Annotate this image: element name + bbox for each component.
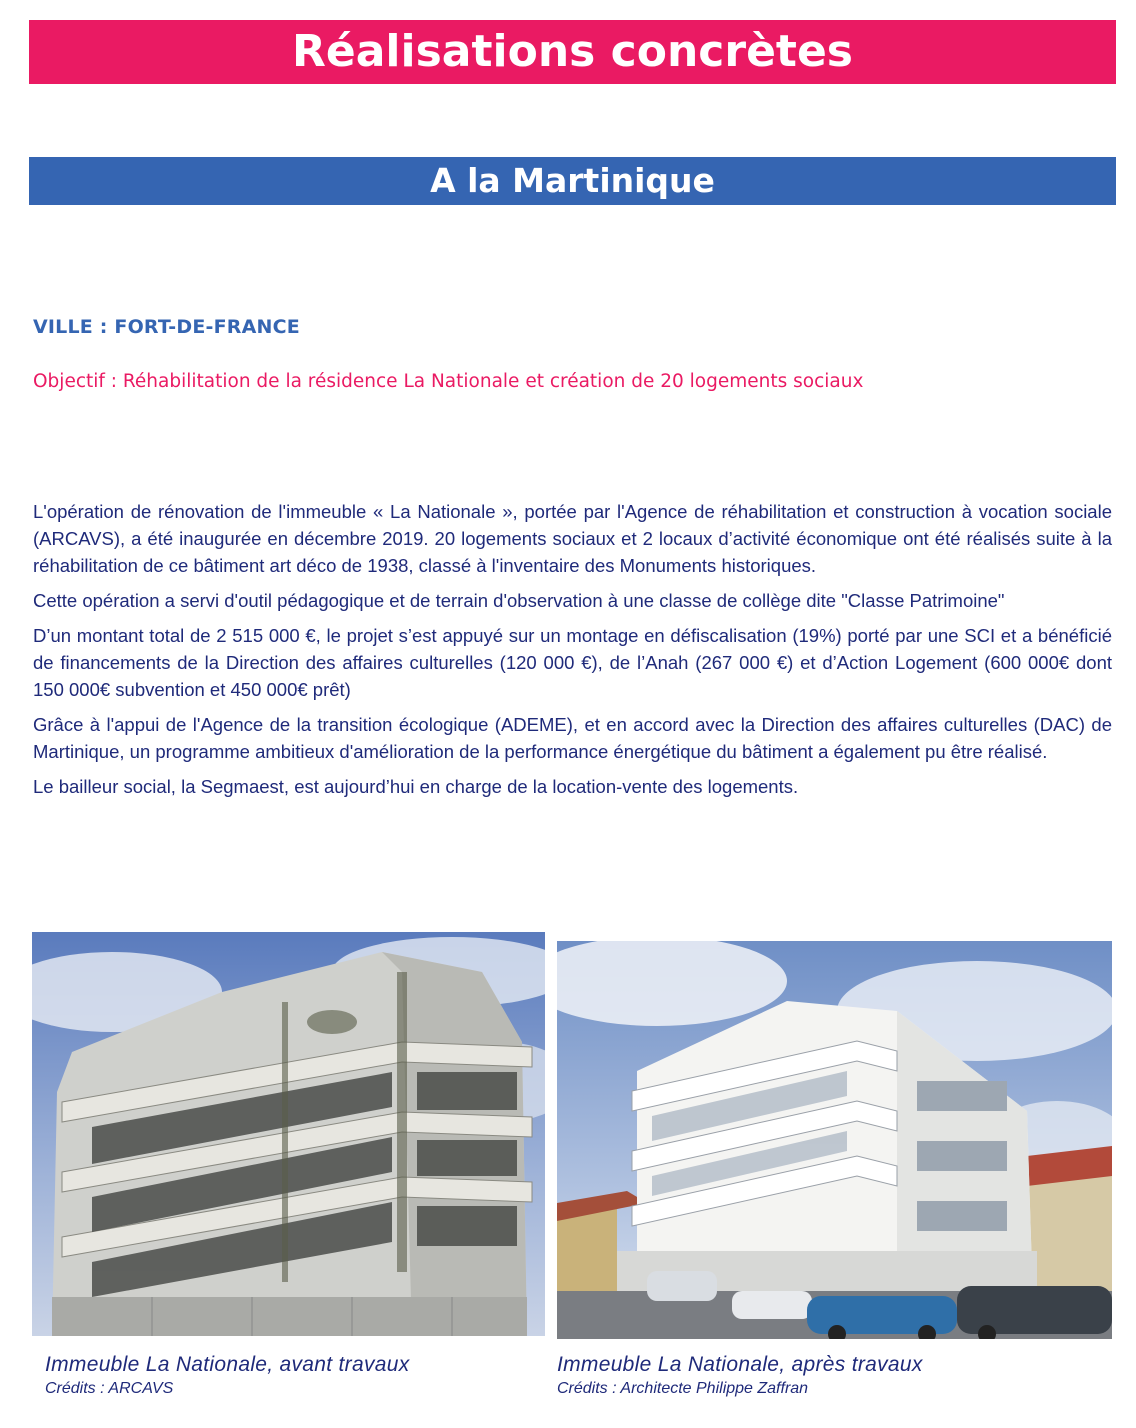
paragraph: Cette opération a servi d'outil pédagogique et de terrain d'observation à une classe de collège dite "Classe Patrimoine": [33, 590, 1005, 611]
section-title: A la Martinique: [29, 157, 1116, 205]
paragraph: L'opération de rénovation de l'immeuble « La Nationale », portée par l'Agence de réhabilitation et construction à vocation sociale (ARCAVS), a été inaugurée en décembre 2019. 20 logements sociaux et 2 locaux d’activité économique ont été réalisés suite à la réhabilitation de ce bâtiment art déco de 1938, classé à l'inventaire des Monuments historiques.: [33, 501, 1112, 576]
building-before-illustration: [32, 932, 545, 1336]
caption-after: [557, 1353, 923, 1398]
city-label: VILLE : FORT-DE-FRANCE: [33, 316, 300, 338]
building-after-illustration: [557, 941, 1112, 1339]
paragraph: Grâce à l'appui de l'Agence de la transition écologique (ADEME), et en accord avec la Direction des affaires culturelles (DAC) de Martinique, un programme ambitieux d'amélioration de la performance énergétique du bâtiment a également pu être réalisé.: [33, 714, 1112, 762]
objective-text: Objectif : Réhabilitation de la résidence La Nationale et création de 20 logements sociaux: [33, 371, 864, 392]
caption-after-credit: Crédits : Architecte Philippe Zaffran: [557, 1380, 809, 1397]
page-title: Réalisations concrètes: [29, 20, 1116, 84]
caption-before: [45, 1353, 410, 1398]
caption-after-title: Immeuble La Nationale, après travaux: [557, 1353, 923, 1376]
photo-after-renovation: [557, 941, 1112, 1339]
body-text: [33, 498, 1112, 808]
caption-before-credit: Crédits : ARCAVS: [45, 1380, 174, 1397]
paragraph: Le bailleur social, la Segmaest, est aujourd’hui en charge de la location-vente des logements.: [33, 776, 799, 797]
caption-before-title: Immeuble La Nationale, avant travaux: [45, 1353, 410, 1376]
photo-before-renovation: [32, 932, 545, 1336]
paragraph: D’un montant total de 2 515 000 €, le projet s’est appuyé sur un montage en défiscalisation (19%) porté par une SCI et a bénéficié de financements de la Direction des affaires culturelles (120 000 €), de l’Anah (267 000 €) et d’Action Logement (600 000€ dont 150 000€ subvention et 450 000€ prêt): [33, 625, 1112, 700]
